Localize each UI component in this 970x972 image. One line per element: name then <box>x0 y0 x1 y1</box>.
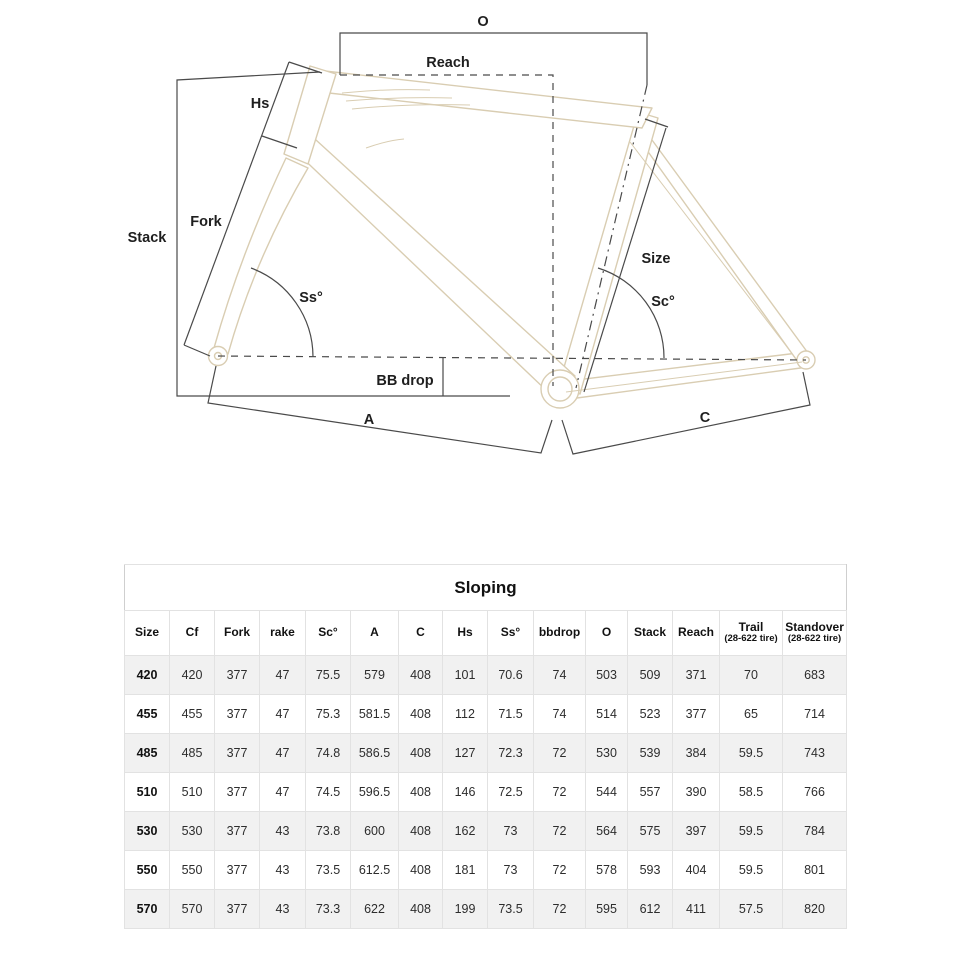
column-header: Stack <box>628 611 673 656</box>
column-header: Trail (28-622 tire) <box>720 611 783 656</box>
seat-axis-dashdot <box>576 85 647 388</box>
value-cell: 408 <box>399 890 443 929</box>
value-cell: 377 <box>215 734 260 773</box>
value-cell: 73.5 <box>488 890 534 929</box>
value-cell: 146 <box>443 773 488 812</box>
label-reach: Reach <box>426 55 470 71</box>
value-cell: 743 <box>783 734 847 773</box>
value-cell: 72 <box>534 890 586 929</box>
value-cell: 377 <box>215 890 260 929</box>
value-cell: 530 <box>586 734 628 773</box>
value-cell: 510 <box>170 773 215 812</box>
column-header: C <box>399 611 443 656</box>
value-cell: 377 <box>215 656 260 695</box>
value-cell: 43 <box>260 851 306 890</box>
value-cell: 75.3 <box>306 695 351 734</box>
value-cell: 384 <box>673 734 720 773</box>
value-cell: 420 <box>170 656 215 695</box>
value-cell: 377 <box>215 695 260 734</box>
column-header: A <box>351 611 399 656</box>
value-cell: 58.5 <box>720 773 783 812</box>
size-cell: 530 <box>125 812 170 851</box>
label-hs: Hs <box>250 96 270 112</box>
value-cell: 377 <box>215 851 260 890</box>
label-o: O <box>477 14 489 30</box>
value-cell: 544 <box>586 773 628 812</box>
value-cell: 570 <box>170 890 215 929</box>
column-header: Sc° <box>306 611 351 656</box>
size-cell: 455 <box>125 695 170 734</box>
column-header: Cf <box>170 611 215 656</box>
value-cell: 71.5 <box>488 695 534 734</box>
value-cell: 73 <box>488 851 534 890</box>
value-cell: 408 <box>399 812 443 851</box>
value-cell: 377 <box>215 773 260 812</box>
value-cell: 75.5 <box>306 656 351 695</box>
value-cell: 377 <box>673 695 720 734</box>
label-c: C <box>699 410 711 426</box>
table-row <box>125 773 847 812</box>
value-cell: 181 <box>443 851 488 890</box>
table-row <box>125 851 847 890</box>
fork-end-tick <box>184 345 210 356</box>
geometry-table-grid <box>124 564 847 929</box>
column-header: Ss° <box>488 611 534 656</box>
value-cell: 539 <box>628 734 673 773</box>
value-cell: 523 <box>628 695 673 734</box>
size-cell: 550 <box>125 851 170 890</box>
value-cell: 820 <box>783 890 847 929</box>
value-cell: 74 <box>534 656 586 695</box>
value-cell: 72 <box>534 812 586 851</box>
value-cell: 47 <box>260 656 306 695</box>
value-cell: 411 <box>673 890 720 929</box>
value-cell: 59.5 <box>720 812 783 851</box>
table-row <box>125 890 847 929</box>
value-cell: 612.5 <box>351 851 399 890</box>
table-title-row <box>125 565 847 611</box>
label-sc: Sc° <box>651 294 675 310</box>
value-cell: 575 <box>628 812 673 851</box>
value-cell: 47 <box>260 773 306 812</box>
value-cell: 593 <box>628 851 673 890</box>
column-header: bbdrop <box>534 611 586 656</box>
size-cell: 485 <box>125 734 170 773</box>
value-cell: 600 <box>351 812 399 851</box>
value-cell: 455 <box>170 695 215 734</box>
value-cell: 509 <box>628 656 673 695</box>
column-header: Reach <box>673 611 720 656</box>
value-cell: 408 <box>399 695 443 734</box>
value-cell: 595 <box>586 890 628 929</box>
value-cell: 371 <box>673 656 720 695</box>
value-cell: 73.5 <box>306 851 351 890</box>
geometry-table <box>124 564 846 929</box>
label-stack: Stack <box>127 230 167 246</box>
value-cell: 586.5 <box>351 734 399 773</box>
top-tube <box>316 70 652 128</box>
seat-stay-tube <box>634 132 808 362</box>
value-cell: 408 <box>399 851 443 890</box>
value-cell: 503 <box>586 656 628 695</box>
size-cell: 420 <box>125 656 170 695</box>
size-cell: 570 <box>125 890 170 929</box>
value-cell: 47 <box>260 695 306 734</box>
value-cell: 72 <box>534 734 586 773</box>
value-cell: 784 <box>783 812 847 851</box>
value-cell: 581.5 <box>351 695 399 734</box>
value-cell: 59.5 <box>720 851 783 890</box>
value-cell: 43 <box>260 890 306 929</box>
value-cell: 72.3 <box>488 734 534 773</box>
value-cell: 530 <box>170 812 215 851</box>
value-cell: 59.5 <box>720 734 783 773</box>
value-cell: 43 <box>260 812 306 851</box>
value-cell: 74.8 <box>306 734 351 773</box>
value-cell: 408 <box>399 656 443 695</box>
head-tube <box>284 66 336 164</box>
value-cell: 485 <box>170 734 215 773</box>
value-cell: 162 <box>443 812 488 851</box>
table-row <box>125 656 847 695</box>
value-cell: 101 <box>443 656 488 695</box>
value-cell: 714 <box>783 695 847 734</box>
label-ss: Ss° <box>299 290 323 306</box>
value-cell: 578 <box>586 851 628 890</box>
column-header: rake <box>260 611 306 656</box>
value-cell: 199 <box>443 890 488 929</box>
value-cell: 65 <box>720 695 783 734</box>
column-header: Size <box>125 611 170 656</box>
value-cell: 557 <box>628 773 673 812</box>
value-cell: 564 <box>586 812 628 851</box>
column-header: Fork <box>215 611 260 656</box>
label-bbdrop: BB drop <box>376 373 434 389</box>
column-header: Hs <box>443 611 488 656</box>
value-cell: 74.5 <box>306 773 351 812</box>
value-cell: 47 <box>260 734 306 773</box>
o-dimension <box>340 33 647 85</box>
value-cell: 73.8 <box>306 812 351 851</box>
value-cell: 801 <box>783 851 847 890</box>
value-cell: 622 <box>351 890 399 929</box>
value-cell: 683 <box>783 656 847 695</box>
down-tube <box>292 140 575 392</box>
value-cell: 377 <box>215 812 260 851</box>
value-cell: 70 <box>720 656 783 695</box>
value-cell: 127 <box>443 734 488 773</box>
value-cell: 112 <box>443 695 488 734</box>
label-a: A <box>363 412 375 428</box>
value-cell: 579 <box>351 656 399 695</box>
value-cell: 72 <box>534 851 586 890</box>
value-cell: 404 <box>673 851 720 890</box>
value-cell: 70.6 <box>488 656 534 695</box>
value-cell: 397 <box>673 812 720 851</box>
value-cell: 72.5 <box>488 773 534 812</box>
table-title: Sloping <box>125 565 847 611</box>
value-cell: 73 <box>488 812 534 851</box>
table-row <box>125 734 847 773</box>
value-cell: 74 <box>534 695 586 734</box>
label-size: Size <box>641 251 671 267</box>
value-cell: 612 <box>628 890 673 929</box>
table-row <box>125 812 847 851</box>
table-row <box>125 695 847 734</box>
value-cell: 72 <box>534 773 586 812</box>
value-cell: 408 <box>399 773 443 812</box>
value-cell: 73.3 <box>306 890 351 929</box>
size-cell: 510 <box>125 773 170 812</box>
table-header-row <box>125 611 847 656</box>
column-header: Standover (28-622 tire) <box>783 611 847 656</box>
label-fork: Fork <box>190 214 222 230</box>
value-cell: 408 <box>399 734 443 773</box>
value-cell: 390 <box>673 773 720 812</box>
column-header: O <box>586 611 628 656</box>
value-cell: 514 <box>586 695 628 734</box>
value-cell: 57.5 <box>720 890 783 929</box>
fork-blade <box>214 158 308 354</box>
bottom-bracket-bore <box>548 377 572 401</box>
value-cell: 596.5 <box>351 773 399 812</box>
value-cell: 550 <box>170 851 215 890</box>
value-cell: 766 <box>783 773 847 812</box>
ss-angle-arc <box>251 268 313 357</box>
